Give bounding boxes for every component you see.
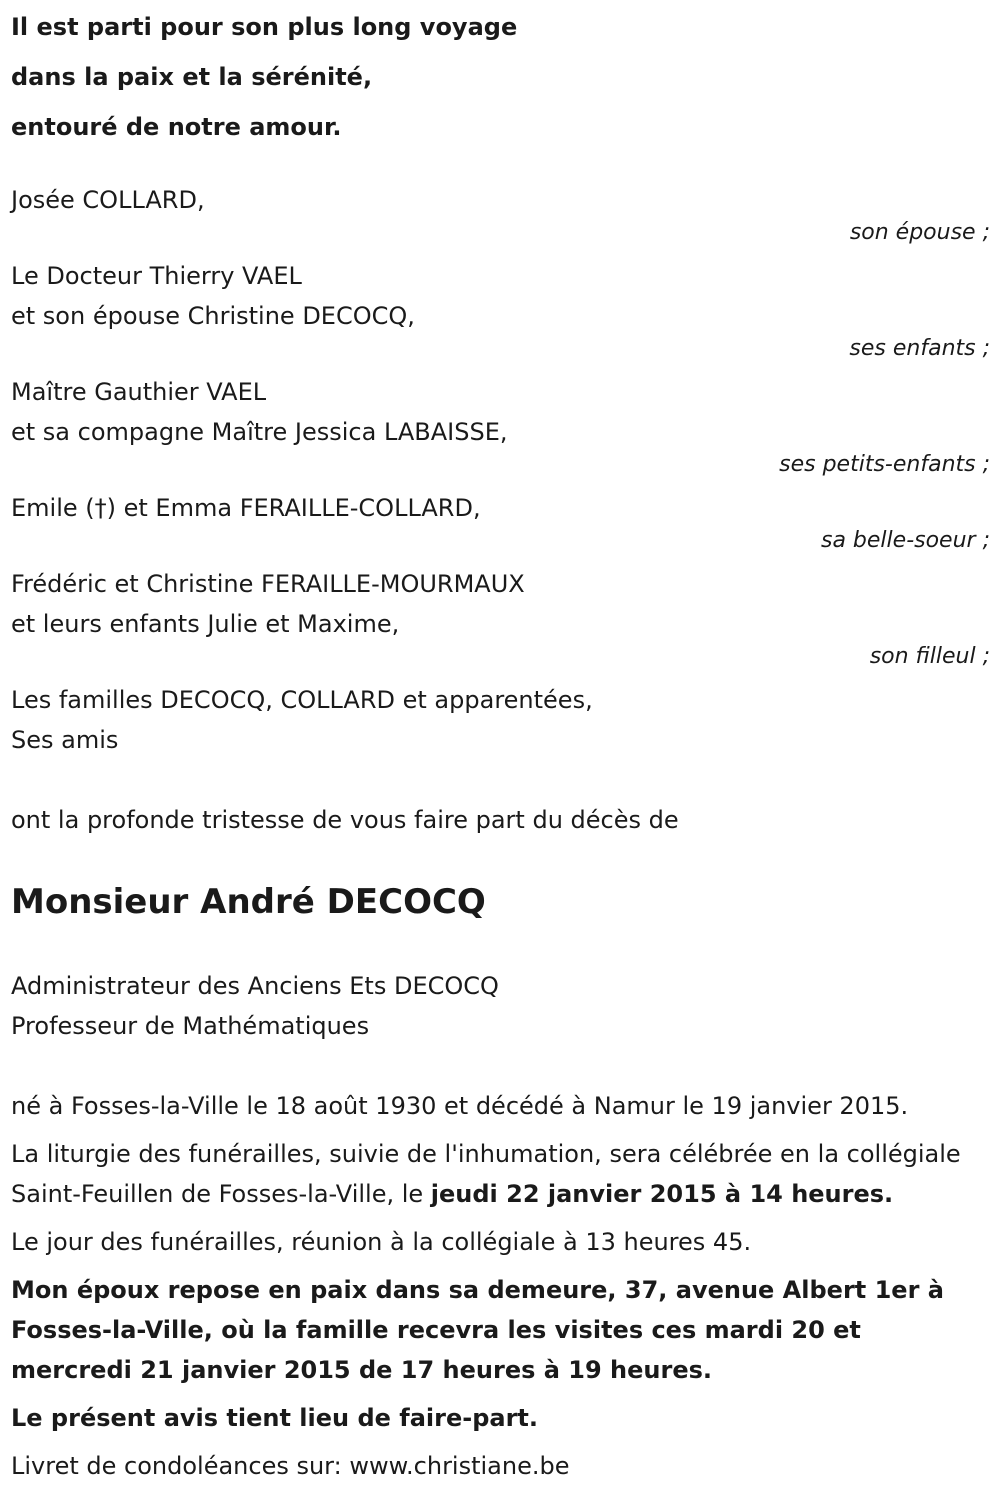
deceased-title-line: Administrateur des Anciens Ets DECOCQ [11, 972, 499, 1000]
condolences-line: Livret de condoléances sur: www.christiane.be [11, 1452, 570, 1480]
family-member-line: Frédéric et Christine FERAILLE-MOURMAUX [11, 570, 525, 598]
birth-death-line: né à Fosses-la-Ville le 18 août 1930 et décédé à Namur le 19 janvier 2015. [11, 1092, 909, 1120]
family-role: ses enfants ; [849, 336, 990, 361]
notice-paragraph: Le présent avis tient lieu de faire-part. [11, 1404, 539, 1432]
family-member-line: Josée COLLARD, [11, 186, 205, 214]
family-member-line: Emile (†) et Emma FERAILLE-COLLARD, [11, 494, 481, 522]
family-group [11, 488, 989, 554]
intro-line-2: dans la paix et la sérénité, [11, 63, 373, 91]
gathering-paragraph: Le jour des funérailles, réunion à la collégiale à 13 heures 45. [11, 1228, 752, 1256]
obituary-notice [11, 0, 989, 1486]
deceased-name: Monsieur André DECOCQ [11, 882, 486, 922]
family-role: son épouse ; [849, 220, 990, 245]
liturgy-date: jeudi 22 janvier 2015 à 14 heures. [430, 1180, 894, 1208]
deceased-title-line: Professeur de Mathématiques [11, 1012, 370, 1040]
announcement-text: ont la profonde tristesse de vous faire part du décès de [11, 806, 679, 834]
family-group [11, 256, 989, 362]
family-member-line: et leurs enfants Julie et Maxime, [11, 610, 400, 638]
intro-line-1: Il est parti pour son plus long voyage [11, 13, 518, 41]
family-group [11, 372, 989, 478]
family-list [11, 180, 989, 760]
family-role: ses petits-enfants ; [779, 452, 990, 477]
intro-verse [11, 2, 989, 152]
intro-line-3: entouré de notre amour. [11, 113, 342, 141]
family-member-line: Le Docteur Thierry VAEL [11, 262, 302, 290]
family-member-line: et sa compagne Maître Jessica LABAISSE, [11, 418, 508, 446]
family-group [11, 564, 989, 670]
family-member-line: Les familles DECOCQ, COLLARD et apparentées, [11, 686, 593, 714]
family-role: sa belle-soeur ; [821, 528, 990, 553]
liturgy-paragraph [11, 1134, 989, 1214]
family-member-line: Ses amis [11, 726, 119, 754]
family-group [11, 680, 989, 760]
family-group [11, 180, 989, 246]
family-member-line: et son épouse Christine DECOCQ, [11, 302, 415, 330]
visitation-paragraph: Mon époux repose en paix dans sa demeure, 37, avenue Albert 1er à Fosses-la-Ville, où la famille recevra les visites ces mardi 20 et mercredi 21 janvier 2015 de 17 heures à 19 heures. [11, 1276, 944, 1384]
deceased-titles [11, 966, 989, 1046]
liturgy-text: La liturgie des funérailles, suivie de l'inhumation, sera célébrée en la collégiale Saint-Feuillen de Fosses-la-Ville, le [11, 1140, 961, 1208]
family-role: son filleul ; [869, 644, 990, 669]
family-member-line: Maître Gauthier VAEL [11, 378, 267, 406]
